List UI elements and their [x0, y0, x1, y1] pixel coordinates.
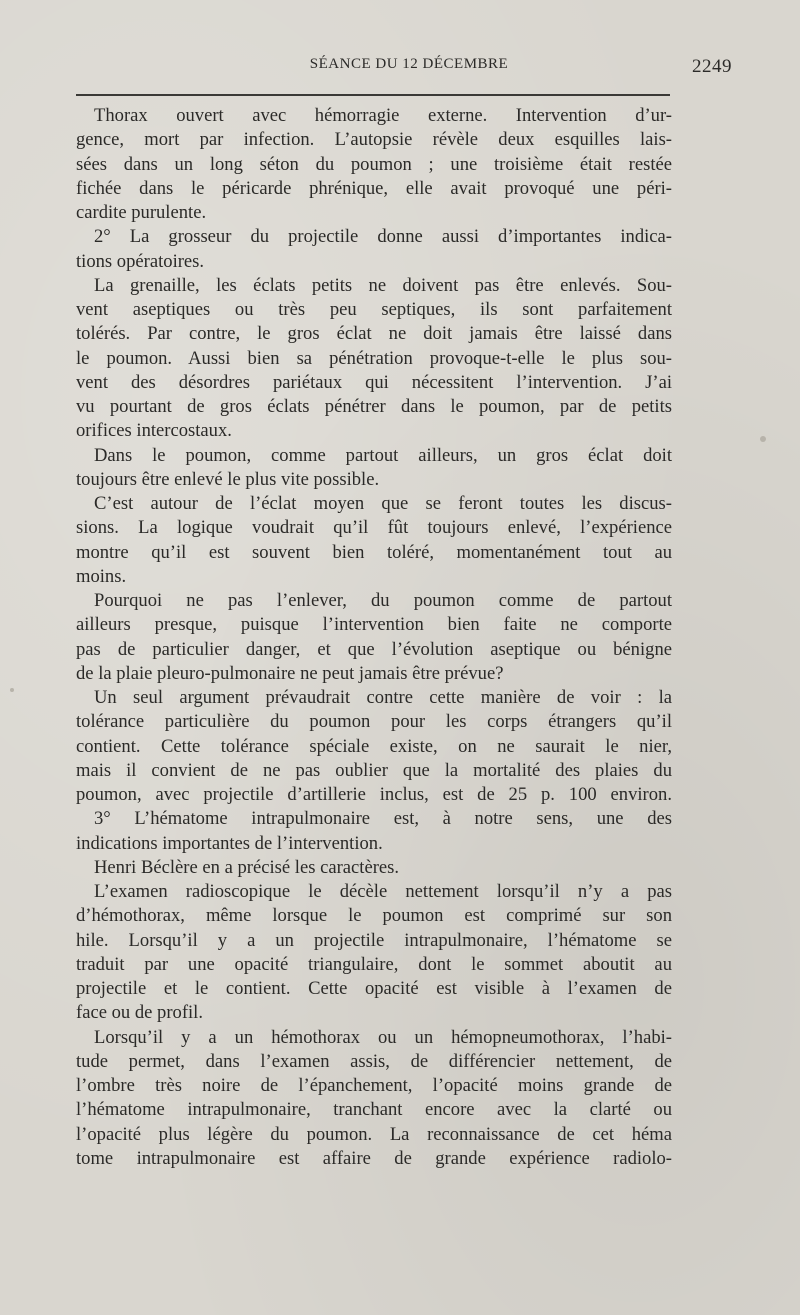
text-line: le poumon. Aussi bien sa pénétration provoque-t-elle le plus sou- — [76, 347, 672, 369]
header-rule — [76, 94, 670, 96]
text-line: contient. Cette tolérance spéciale existe, on ne saurait le nier, — [76, 735, 672, 757]
text-line: indications importantes de l’intervention. — [76, 832, 383, 854]
body-text — [76, 104, 672, 1171]
text-line: 2° La grosseur du projectile donne aussi d’importantes indica- — [94, 226, 672, 248]
paper-speck — [10, 688, 14, 692]
text-line: 3° L’hématome intrapulmonaire est, à notre sens, une des — [94, 808, 672, 830]
text-line: poumon, avec projectile d’artillerie inclus, est de 25 p. 100 environ. — [76, 784, 672, 805]
text-line: pas de particulier danger, et que l’évolution aseptique ou bénigne — [76, 638, 672, 660]
text-line: toujours être enlevé le plus vite possible. — [76, 468, 380, 490]
text-line: sées dans un long séton du poumon ; une troisième était restée — [76, 153, 672, 175]
text-line: fichée dans le péricarde phrénique, elle avait provoqué une péri- — [76, 177, 672, 199]
text-line: vent aseptiques ou très peu septiques, ils sont parfaitement — [76, 299, 672, 320]
text-line: orifices intercostaux. — [76, 420, 232, 442]
text-line: l’opacité plus légère du poumon. La reconnaissance de cet héma — [76, 1123, 672, 1145]
text-line: mais il convient de ne pas oublier que la mortalité des plaies du — [76, 759, 672, 781]
text-line: vu pourtant de gros éclats pénétrer dans le poumon, par de petits — [76, 396, 672, 417]
text-line: tolérés. Par contre, le gros éclat ne doit jamais être laissé dans — [76, 323, 672, 345]
text-line: l’hématome intrapulmonaire, tranchant encore avec la clarté ou — [76, 1099, 672, 1121]
text-line: tolérance particulière du poumon pour les corps étrangers qu’il — [76, 711, 672, 733]
text-line: sions. La logique voudrait qu’il fût toujours enlevé, l’expérience — [76, 517, 672, 539]
text-line: Thorax ouvert avec hémorragie externe. Intervention d’ur- — [94, 105, 672, 126]
text-line: tude permet, dans l’examen assis, de différencier nettement, de — [76, 1050, 672, 1072]
text-line: projectile et le contient. Cette opacité est visible à l’examen de — [76, 978, 672, 999]
text-line: hile. Lorsqu’il y a un projectile intrapulmonaire, l’hématome se — [76, 929, 672, 951]
text-line: tions opératoires. — [76, 250, 205, 272]
text-line: montre qu’il est souvent bien toléré, momentanément tout au — [76, 541, 672, 563]
text-line: Henri Béclère en a précisé les caractères. — [94, 856, 400, 878]
running-header — [76, 56, 732, 80]
text-line: Dans le poumon, comme partout ailleurs, un gros éclat doit — [94, 444, 672, 466]
text-line: cardite purulente. — [76, 202, 207, 223]
paper-speck — [760, 436, 766, 442]
text-line: C’est autour de l’éclat moyen que se feront toutes les discus- — [94, 493, 672, 514]
text-line: ailleurs presque, puisque l’intervention bien faite ne comporte — [76, 614, 672, 636]
text-line: vent des désordres pariétaux qui nécessitent l’intervention. J’ai — [76, 371, 672, 393]
page-number: 2249 — [692, 56, 732, 77]
text-line: face ou de profil. — [76, 1002, 203, 1024]
text-line: gence, mort par infection. L’autopsie révèle deux esquilles lais- — [76, 129, 672, 151]
text-line: Pourquoi ne pas l’enlever, du poumon comme de partout — [94, 590, 672, 611]
text-line: l’ombre très noire de l’épanchement, l’opacité moins grande de — [76, 1075, 672, 1096]
text-line: tome intrapulmonaire est affaire de grande expérience radiolo- — [76, 1147, 672, 1169]
text-line: de la plaie pleuro-pulmonaire ne peut jamais être prévue? — [76, 662, 504, 684]
running-title: SÉANCE DU 12 DÉCEMBRE — [309, 56, 509, 72]
text-line: Lorsqu’il y a un hémothorax ou un hémopneumothorax, l’habi- — [94, 1026, 672, 1048]
text-line: Un seul argument prévaudrait contre cette manière de voir : la — [94, 687, 672, 708]
text-line: L’examen radioscopique le décèle nettement lorsqu’il n’y a pas — [94, 881, 672, 902]
text-line: La grenaille, les éclats petits ne doivent pas être enlevés. Sou- — [94, 274, 672, 296]
text-line: moins. — [76, 565, 127, 587]
text-line: d’hémothorax, même lorsque le poumon est comprimé sur son — [76, 905, 672, 927]
text-line: traduit par une opacité triangulaire, dont le sommet aboutit au — [76, 953, 672, 975]
